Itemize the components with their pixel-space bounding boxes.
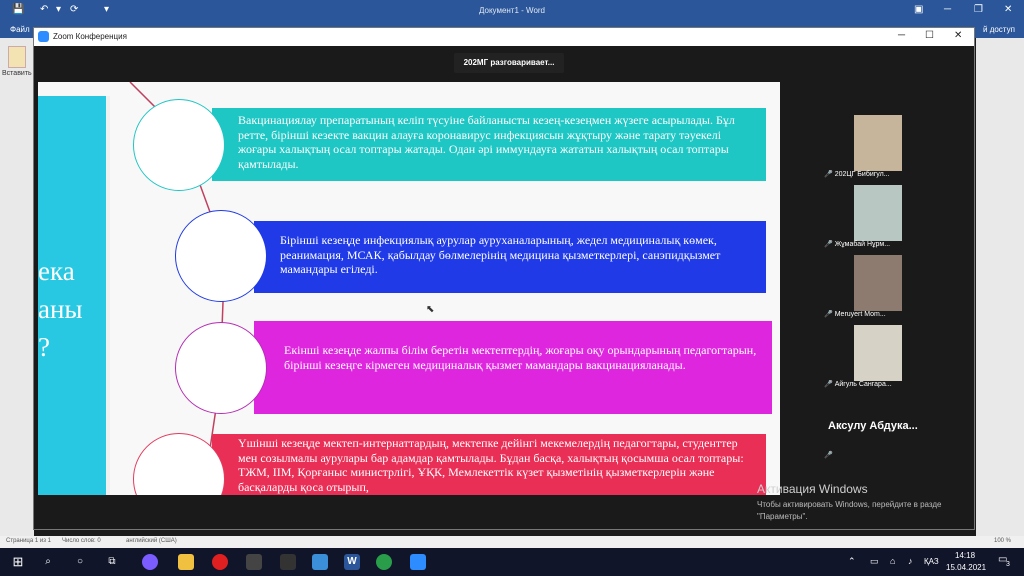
- zoom-taskbar-icon[interactable]: [410, 554, 426, 570]
- word-taskbar-icon[interactable]: W: [344, 554, 360, 570]
- notification-icon[interactable]: ▭: [998, 554, 1008, 565]
- stage-box-4: Үшінші кезеңде мектеп-интернаттардың, мектепке дейінгі мекемелердің педагогтары, студенттер мен созылмалы аурулары бар адамдар қамтылады. Бұдан басқа, халықтың қосымша осал топтары: ТЖМ, ІІМ, Қорғаныс министрлігі, ҰҚК, Мемлекеттік күзет қызметінің қызметкерлерін және басқаларды қоса отырып,: [212, 434, 766, 495]
- participant-name: 202ЦГ Бибигул...: [834, 171, 890, 178]
- activate-windows-subtitle: Чтобы активировать Windows, перейдите в разде "Параметры".: [757, 500, 942, 521]
- stage-circle-2: [175, 210, 267, 302]
- participant-name: Аксулу Абдука...: [828, 420, 918, 432]
- stage-box-1: Вакцинациялау препаратының келіп түсуіне байланысты кезең-кезеңмен жүзеге асырылады. Бұл ретте, бірінші кезекте вакцин алауға коронавирус инфекциясын жұқтыру және тарату тәуекелі жоғары халықтың осал топтары жатады. Одан әрі иммундауға жататын халықтың осал топтары қамтылады.: [212, 108, 766, 181]
- mouse-cursor-icon: ⬉: [426, 304, 435, 315]
- search-icon[interactable]: ⌕: [45, 556, 51, 567]
- network-icon[interactable]: ⌂: [890, 556, 896, 566]
- maximize-icon[interactable]: ☐: [925, 30, 934, 41]
- slide-left-text: ека аны ?: [38, 256, 83, 362]
- activate-windows-title: Активация Windows: [757, 482, 868, 496]
- notification-count: 3: [1006, 561, 1010, 568]
- word-statusbar: [0, 536, 1024, 548]
- zoom-level[interactable]: 100 %: [994, 538, 1012, 544]
- muted-mic-icon: 🎤: [824, 381, 833, 388]
- tray-icon[interactable]: ▭: [870, 556, 879, 566]
- language-indicator[interactable]: ҚАЗ: [924, 557, 939, 566]
- shared-access-link[interactable]: й доступ: [983, 25, 1015, 34]
- status-language[interactable]: английский (США): [126, 538, 177, 544]
- volume-icon[interactable]: ♪: [908, 556, 913, 566]
- cortana-icon[interactable]: ○: [76, 556, 84, 567]
- stage-circle-3: [175, 322, 267, 414]
- stage-circle-1: [133, 99, 225, 191]
- status-words[interactable]: Число слов: 0: [62, 538, 101, 544]
- close-icon[interactable]: ✕: [954, 30, 963, 41]
- participant-video: [854, 115, 902, 171]
- chrome-icon[interactable]: [376, 554, 392, 570]
- alice-icon[interactable]: [142, 554, 158, 570]
- muted-mic-icon: 🎤: [824, 311, 833, 318]
- windows-taskbar: [0, 548, 1024, 576]
- status-page[interactable]: Страница 1 из 1: [6, 538, 51, 544]
- participant-name: Айгуль Сангара...: [834, 381, 892, 388]
- participant-tile[interactable]: [820, 323, 932, 391]
- word-left-panel: [0, 38, 34, 538]
- restore-icon[interactable]: ❐: [974, 4, 983, 15]
- opera-icon[interactable]: [212, 554, 228, 570]
- participant-video: [854, 185, 902, 241]
- zoom-titlebar: [34, 28, 974, 46]
- participant-tile[interactable]: [820, 394, 932, 462]
- undo-icon[interactable]: ↶: [40, 4, 49, 15]
- start-icon[interactable]: ⊞: [12, 554, 24, 569]
- clock-time[interactable]: 14:18: [955, 551, 976, 560]
- zoom-window: [33, 27, 975, 530]
- word-titlebar: [0, 0, 1024, 22]
- minimize-icon[interactable]: ─: [898, 30, 906, 41]
- close-icon[interactable]: ✕: [1004, 4, 1013, 15]
- participant-tile[interactable]: [820, 253, 932, 321]
- clock-date[interactable]: 15.04.2021: [946, 563, 987, 572]
- muted-mic-icon: 🎤: [824, 452, 833, 459]
- stage-box-3: Екінші кезеңде жалпы білім беретін мектептердің, жоғары оқу орындарының педагогтарын, бірінші кезеңге кірмеген медициналық қызмет мамандары вакцинацияланады.: [254, 321, 772, 414]
- save-icon[interactable]: 💾: [12, 4, 25, 15]
- paste-icon[interactable]: [8, 46, 26, 68]
- stage-box-2: Бірінші кезеңде инфекциялық аурулар ауруханаларының, жедел медициналық көмек, реанимация, МСАК, қабылдау бөлмелерінің медицина қызметкерлері, санэпидқызмет мамандары егіледі.: [254, 221, 766, 293]
- paste-label: Вставить: [2, 70, 32, 77]
- word-window-title: Документ1 - Word: [478, 6, 545, 15]
- redo-icon[interactable]: ⟳: [70, 4, 79, 15]
- ribbon-options-icon[interactable]: ▣: [914, 4, 924, 15]
- customize-icon[interactable]: ▾: [104, 4, 110, 15]
- game-icon[interactable]: [246, 554, 262, 570]
- participant-tile[interactable]: [820, 113, 932, 181]
- word-right-panel: [976, 38, 1024, 538]
- task-view-icon[interactable]: ⧉: [108, 556, 116, 567]
- store-icon[interactable]: [280, 554, 296, 570]
- minimize-icon[interactable]: ─: [944, 4, 952, 15]
- zoom-logo-icon: [38, 31, 49, 42]
- participant-video: [854, 325, 902, 381]
- tab-file[interactable]: Файл: [10, 25, 30, 34]
- participant-name: Жұмабай Нұрм...: [834, 241, 891, 248]
- participant-tile[interactable]: [820, 183, 932, 251]
- shared-screen-slide[interactable]: [38, 82, 780, 495]
- active-speaker-label: 202МГ разговаривает...: [454, 53, 564, 73]
- photos-icon[interactable]: [312, 554, 328, 570]
- muted-mic-icon: 🎤: [824, 171, 833, 178]
- file-explorer-icon[interactable]: [178, 554, 194, 570]
- tray-arrow-icon[interactable]: ⌃: [848, 556, 856, 566]
- participant-name: Meruyert Mom...: [834, 311, 886, 318]
- participant-video: [854, 255, 902, 311]
- muted-mic-icon: 🎤: [824, 241, 833, 248]
- undo-dropdown-icon[interactable]: ▾: [56, 4, 62, 15]
- zoom-window-title: Zoom Конференция: [53, 32, 127, 41]
